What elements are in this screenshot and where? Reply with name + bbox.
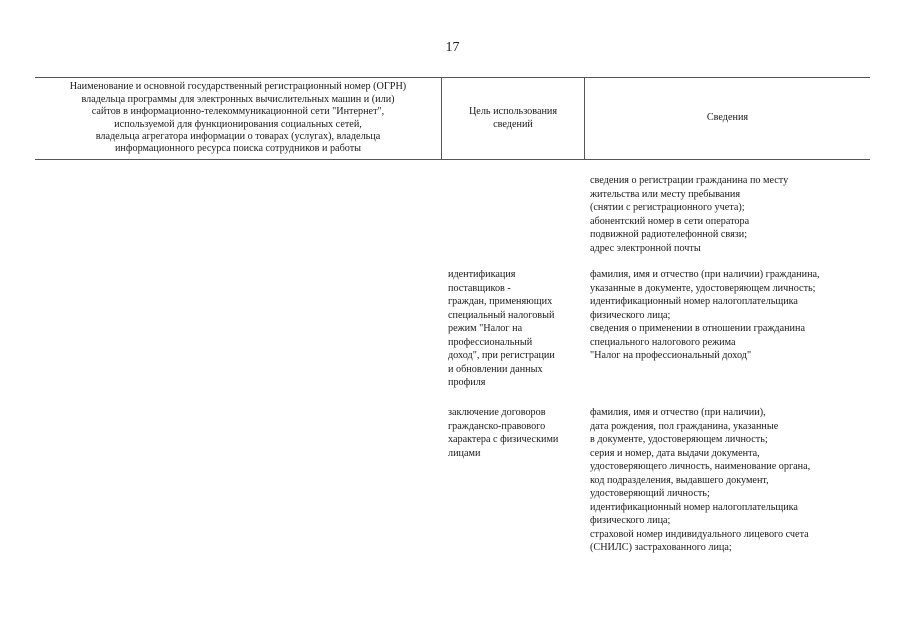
row-3-info: фамилия, имя и отчество (при наличии), дата рождения, пол гражданина, указанные в документе, удостоверяющем личность; серия и номер, дата выдачи документа, удостоверяющего личность, наименование органа, код подразделения, выдавшего документ, удостоверяющий личность; идентификационный номер налогоплательщика физического лица; страховой номер индивидуального лицевого счета (СНИЛС) застрахованного лица; (590, 407, 811, 553)
row-2-purpose: идентификация поставщиков - граждан, применяющих специальный налоговый режим "Налог на профессиональный доход", при регистрации и обновлении данных профиля (448, 269, 555, 388)
row-3-purpose: заключение договоров гражданско-правового характера с физическими лицами (448, 407, 559, 459)
row-1-info: сведения о регистрации гражданина по месту жительства или месту пребывания (снятии с регистрационного учета); абонентский номер в сети оператора подвижной радиотелефонной связи; адрес электронной почты (590, 175, 789, 254)
table-header (35, 77, 870, 160)
page-number: 17 (445, 40, 460, 55)
header-purpose: Цель использования сведений (468, 106, 558, 130)
header-info: Сведения (706, 112, 749, 124)
row-2-info: фамилия, имя и отчество (при наличии) гражданина, указанные в документе, удостоверяющем личность; идентификационный номер налогоплательщика физического лица; сведения о применении в отношении гражданина специального налогового режима "Налог на профессиональный доход" (590, 269, 820, 361)
header-owner: Наименование и основной государственный регистрационный номер (ОГРН) владельца программы для электронных вычислительных машин и (или) сайтов в информационно-телекоммуникационной сети "Интернет", используемой для функционирования социальных сетей, владельца агрегатора информации о товарах (услугах), владельца информационного ресурса поиска сотрудников и работы (69, 81, 407, 155)
